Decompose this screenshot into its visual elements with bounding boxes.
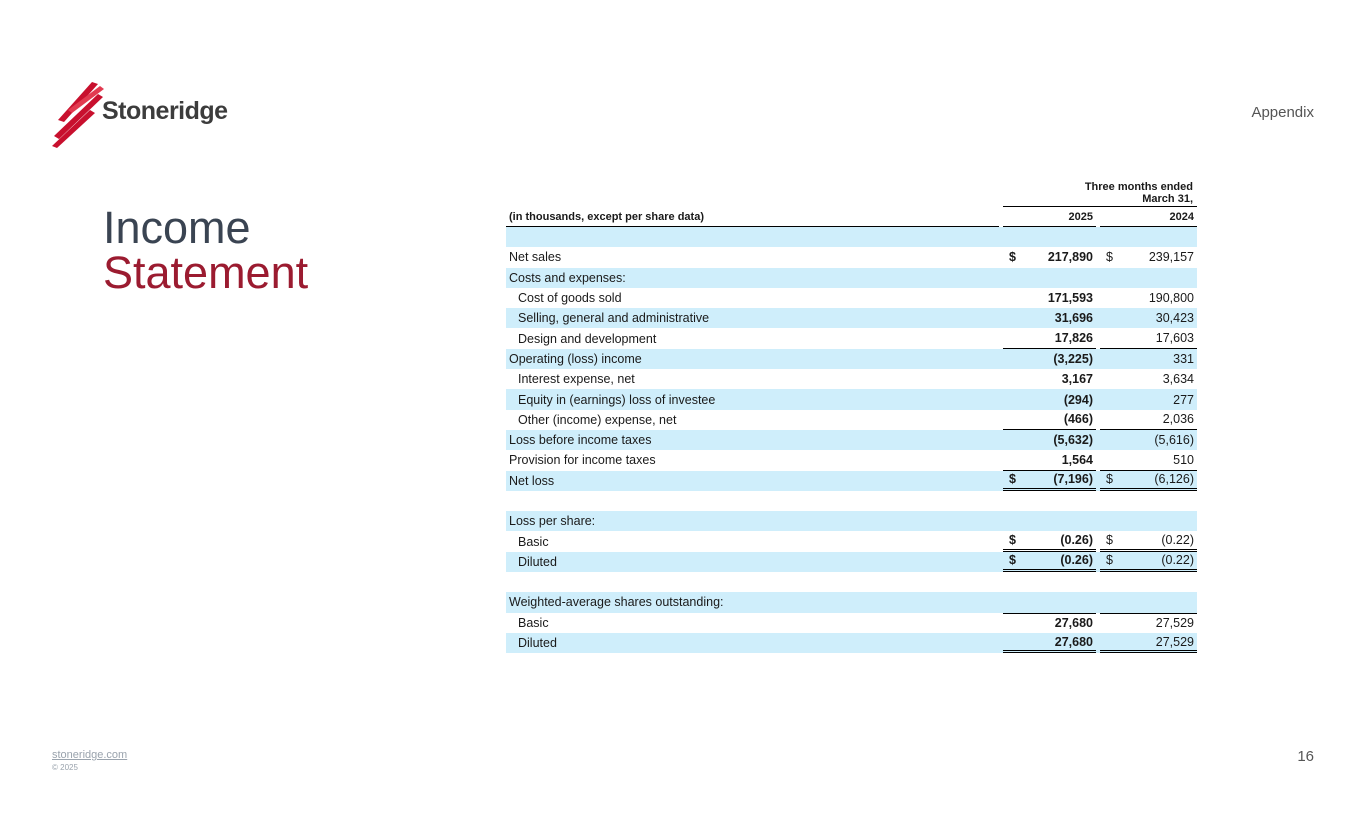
table-row — [506, 268, 1197, 288]
column-header-row — [506, 207, 1197, 227]
cell-2025 — [1003, 247, 1096, 267]
cell-value: 239,157 — [1148, 250, 1194, 265]
cell-2024 — [1100, 328, 1197, 348]
cell-value: 27,680 — [1054, 616, 1093, 631]
cell-2025 — [1003, 592, 1096, 612]
section-label: Appendix — [1251, 104, 1314, 121]
cell-value: 171,593 — [1047, 291, 1093, 306]
table-row — [506, 349, 1197, 369]
cell-value: (5,632) — [1053, 433, 1093, 448]
row-label: Operating (loss) income — [509, 351, 642, 366]
row-label: Loss per share: — [509, 514, 596, 529]
cell-value: 217,890 — [1047, 250, 1093, 265]
cell-2025 — [1003, 328, 1096, 348]
cell-value: 31,696 — [1054, 311, 1093, 326]
cell-value: 17,603 — [1155, 331, 1194, 346]
cell-value: (0.22) — [1161, 553, 1194, 568]
row-label: Costs and expenses: — [509, 270, 626, 285]
cell-value: 510 — [1173, 452, 1194, 467]
table-row — [506, 389, 1197, 409]
row-label: Loss before income taxes — [509, 433, 652, 448]
cell-value: 30,423 — [1155, 311, 1194, 326]
currency-symbol: $ — [1106, 553, 1113, 568]
table-row — [506, 308, 1197, 328]
cell-2025 — [1003, 227, 1096, 247]
logo-wordmark: Stoneridge — [102, 97, 228, 125]
page-number: 16 — [1297, 748, 1314, 765]
currency-symbol: $ — [1106, 472, 1113, 487]
row-label: Design and development — [518, 331, 657, 346]
cell-2025 — [1003, 308, 1096, 328]
cell-2024 — [1100, 369, 1197, 389]
row-label: Basic — [518, 615, 549, 630]
cell-2025 — [1003, 572, 1096, 592]
cell-2025 — [1003, 288, 1096, 308]
title-line-2: Statement — [103, 247, 309, 298]
cell-value: 277 — [1173, 392, 1194, 407]
cell-value: 27,680 — [1054, 634, 1093, 649]
cell-2025 — [1003, 430, 1096, 450]
table-row — [506, 430, 1197, 450]
table-body — [506, 227, 1197, 653]
cell-value: (0.22) — [1161, 533, 1194, 548]
period-header — [506, 181, 1197, 207]
row-label: Selling, general and administrative — [518, 311, 710, 326]
currency-symbol: $ — [1009, 553, 1016, 568]
stoneridge-logo[interactable] — [50, 80, 228, 148]
cell-2024 — [1100, 247, 1197, 267]
cell-value: (294) — [1063, 392, 1093, 407]
column-header-2024: 2024 — [1100, 207, 1197, 227]
cell-2024 — [1100, 389, 1197, 409]
period-subheader-text: March 31, — [1142, 193, 1193, 205]
table-row — [506, 613, 1197, 633]
cell-value: (6,126) — [1154, 472, 1194, 487]
table-row — [506, 531, 1197, 551]
table-row — [506, 511, 1197, 531]
cell-value: (0.26) — [1060, 533, 1093, 548]
row-label: Weighted-average shares outstanding: — [509, 595, 724, 610]
currency-symbol: $ — [1009, 250, 1016, 265]
table-row — [506, 572, 1197, 592]
table-row — [506, 450, 1197, 470]
cell-2025 — [1003, 349, 1096, 369]
row-label: Diluted — [518, 554, 557, 569]
cell-2025 — [1003, 410, 1096, 430]
cell-value: (7,196) — [1053, 472, 1093, 487]
table-row — [506, 247, 1197, 267]
unit-note: (in thousands, except per share data) — [506, 207, 999, 227]
cell-2024 — [1100, 633, 1197, 653]
cell-2025 — [1003, 613, 1096, 633]
row-label: Basic — [518, 534, 549, 549]
cell-value: (5,616) — [1154, 433, 1194, 448]
cell-2024 — [1100, 592, 1197, 612]
cell-2024 — [1100, 349, 1197, 369]
cell-value: 3,167 — [1061, 372, 1093, 387]
cell-2025 — [1003, 369, 1096, 389]
cell-2024 — [1100, 531, 1197, 551]
cell-2024 — [1100, 410, 1197, 430]
cell-2025 — [1003, 450, 1096, 470]
table-row — [506, 592, 1197, 612]
period-header-text: Three months ended — [1084, 181, 1193, 193]
cell-2025 — [1003, 531, 1096, 551]
footer-website-link[interactable]: stoneridge.com — [52, 749, 128, 761]
table-row — [506, 633, 1197, 653]
footer-copyright: © 2025 — [52, 763, 78, 772]
table-row — [506, 491, 1197, 511]
row-label: Net loss — [509, 473, 555, 488]
cell-2025 — [1003, 491, 1096, 511]
cell-value: 1,564 — [1061, 452, 1093, 467]
cell-2024 — [1100, 552, 1197, 572]
currency-symbol: $ — [1009, 533, 1016, 548]
cell-2025 — [1003, 389, 1096, 409]
row-label: Net sales — [509, 250, 562, 265]
cell-2024 — [1100, 430, 1197, 450]
cell-2024 — [1100, 491, 1197, 511]
cell-2024 — [1100, 511, 1197, 531]
cell-2024 — [1100, 288, 1197, 308]
logo-stripes-icon — [50, 80, 110, 148]
cell-value: 3,634 — [1162, 372, 1194, 387]
cell-value: 27,529 — [1155, 616, 1194, 631]
title-line-1: Income — [103, 202, 251, 253]
page-title — [103, 202, 309, 298]
cell-2024 — [1100, 471, 1197, 491]
table-row — [506, 471, 1197, 491]
cell-2025 — [1003, 511, 1096, 531]
row-label: Provision for income taxes — [509, 453, 656, 468]
table-row — [506, 227, 1197, 247]
cell-2024 — [1100, 308, 1197, 328]
column-header-2025: 2025 — [1003, 207, 1096, 227]
cell-2025 — [1003, 471, 1096, 491]
table-row — [506, 369, 1197, 389]
cell-2025 — [1003, 552, 1096, 572]
currency-symbol: $ — [1106, 533, 1113, 548]
currency-symbol: $ — [1009, 472, 1016, 487]
cell-value: (0.26) — [1060, 553, 1093, 568]
cell-value: 2,036 — [1162, 412, 1194, 427]
table-row — [506, 288, 1197, 308]
row-label: Cost of goods sold — [518, 291, 622, 306]
currency-symbol: $ — [1106, 250, 1113, 265]
cell-value: 331 — [1173, 351, 1194, 366]
table-row — [506, 552, 1197, 572]
income-statement-table — [506, 181, 1197, 653]
cell-value: 27,529 — [1155, 634, 1194, 649]
table-row — [506, 410, 1197, 430]
cell-2024 — [1100, 268, 1197, 288]
row-label: Other (income) expense, net — [518, 412, 677, 427]
row-label: Interest expense, net — [518, 372, 635, 387]
row-label: Diluted — [518, 636, 557, 651]
table-row — [506, 328, 1197, 348]
cell-2025 — [1003, 633, 1096, 653]
cell-2024 — [1100, 613, 1197, 633]
cell-value: 190,800 — [1148, 291, 1194, 306]
cell-2024 — [1100, 227, 1197, 247]
cell-value: 17,826 — [1054, 331, 1093, 346]
cell-2024 — [1100, 572, 1197, 592]
cell-value: (466) — [1063, 412, 1093, 427]
row-label: Equity in (earnings) loss of investee — [518, 392, 716, 407]
cell-value: (3,225) — [1053, 351, 1093, 366]
cell-2024 — [1100, 450, 1197, 470]
cell-2025 — [1003, 268, 1096, 288]
